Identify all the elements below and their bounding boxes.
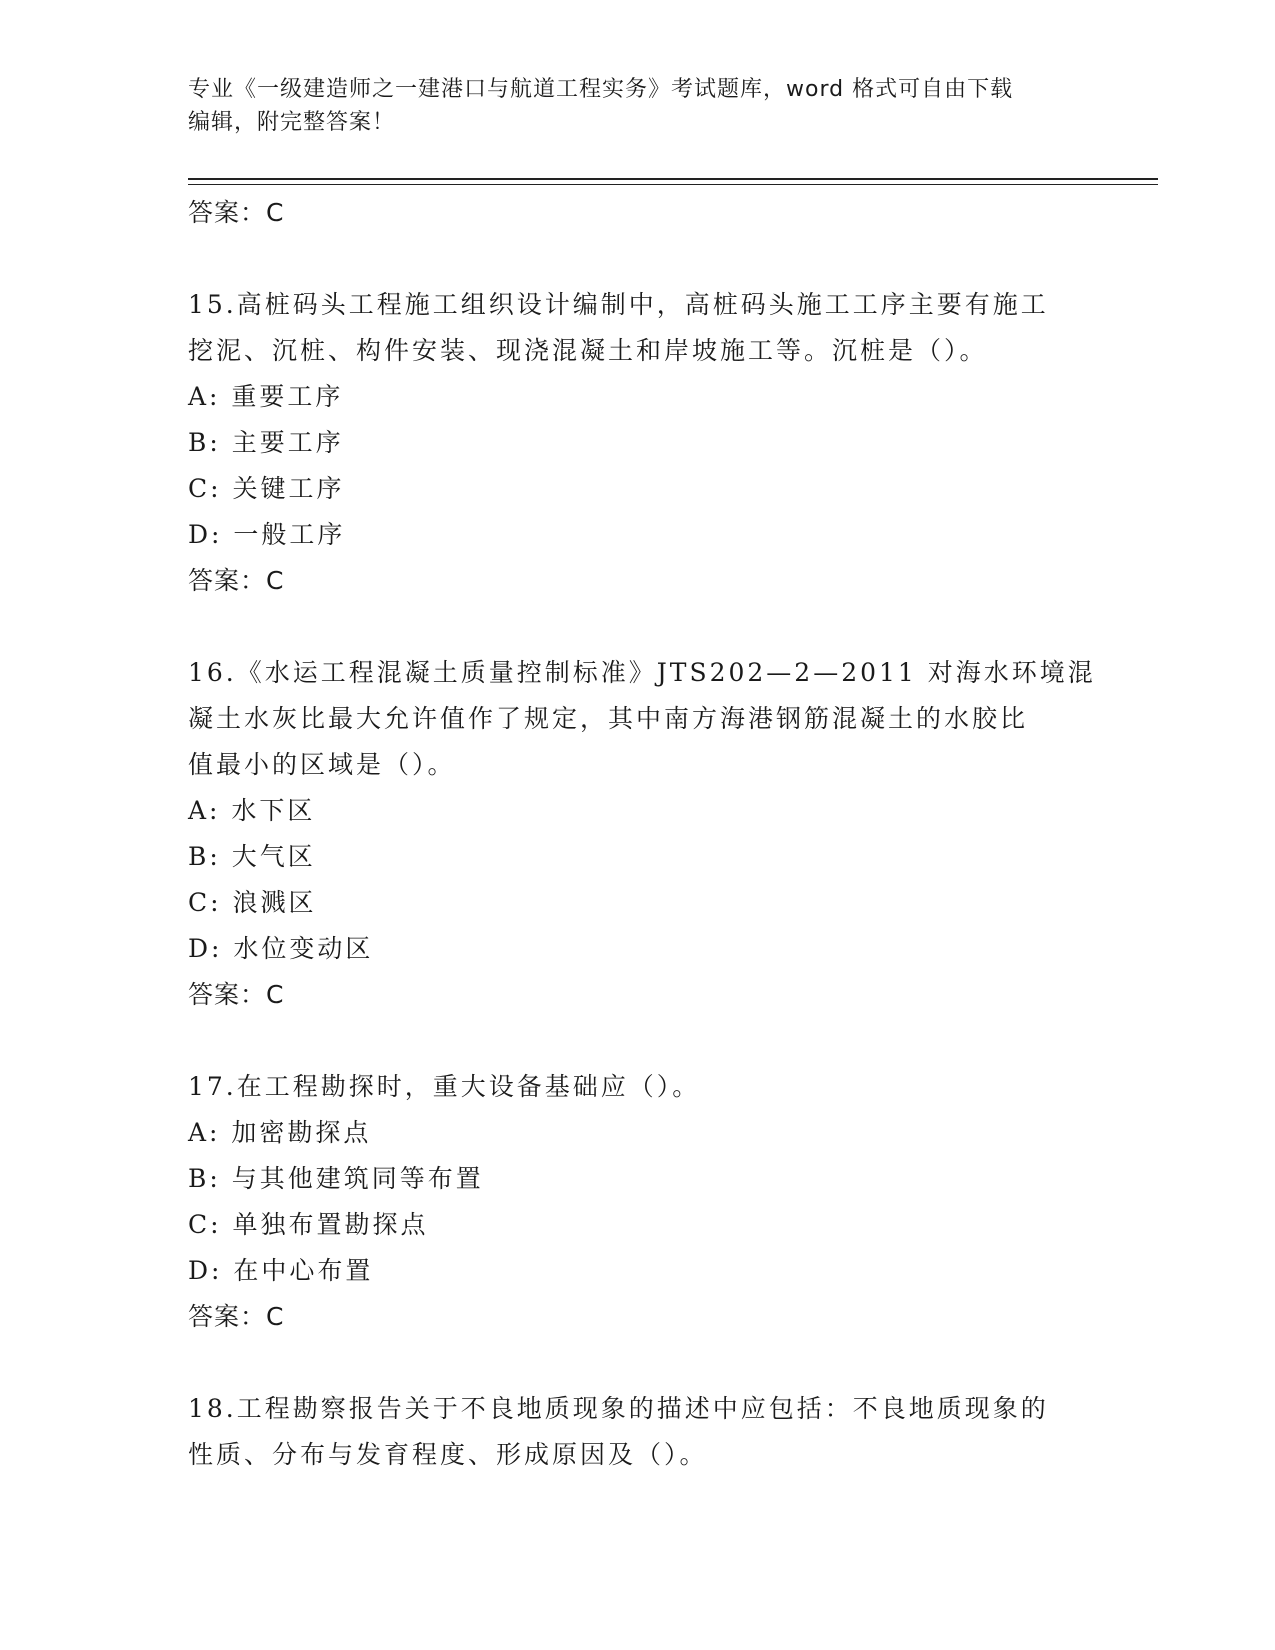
question-text: 挖泥、沉桩、构件安装、现浇混凝土和岸坡施工等。沉桩是（）。 xyxy=(188,336,988,365)
question-text: 16.《水运工程混凝土质量控制标准》JTS202—2—2011 对海水环境混 xyxy=(188,658,1096,687)
spacer xyxy=(188,1340,1088,1386)
header-rule-thick xyxy=(188,178,1158,180)
option-d: D: 一般工序 xyxy=(188,520,346,549)
question-18 xyxy=(188,1386,1088,1478)
question-15 xyxy=(188,282,1088,604)
answer-line: 答案：C xyxy=(188,980,285,1009)
question-16 xyxy=(188,650,1096,1018)
header-line-2: 编辑，附完整答案！ xyxy=(188,110,396,135)
option-c: C: 单独布置勘探点 xyxy=(188,1210,429,1239)
spacer xyxy=(188,604,1088,650)
answer-line: 答案：C xyxy=(188,1302,285,1331)
option-a: A: 水下区 xyxy=(188,796,316,825)
document-body xyxy=(188,190,1096,1478)
question-text: 值最小的区域是（）。 xyxy=(188,750,456,779)
question-text: 15.高桩码头工程施工组织设计编制中，高桩码头施工工序主要有施工 xyxy=(188,290,1049,319)
option-b: B: 与其他建筑同等布置 xyxy=(188,1164,484,1193)
question-text: 凝土水灰比最大允许值作了规定，其中南方海港钢筋混凝土的水胶比 xyxy=(188,704,1029,733)
answer-line: 答案：C xyxy=(188,566,285,595)
option-b: B: 大气区 xyxy=(188,842,316,871)
option-c: C: 关键工序 xyxy=(188,474,345,503)
answer-line: 答案：C xyxy=(188,198,285,227)
document-header xyxy=(188,73,1088,139)
option-c: C: 浪溅区 xyxy=(188,888,317,917)
header-rule-thin xyxy=(188,184,1158,185)
question-text: 性质、分布与发育程度、形成原因及（）。 xyxy=(188,1440,708,1469)
question-17 xyxy=(188,1064,1088,1340)
option-a: A: 加密勘探点 xyxy=(188,1118,372,1147)
spacer xyxy=(188,1018,1088,1064)
option-b: B: 主要工序 xyxy=(188,428,344,457)
option-a: A: 重要工序 xyxy=(188,382,344,411)
option-d: D: 在中心布置 xyxy=(188,1256,374,1285)
question-text: 18.工程勘察报告关于不良地质现象的描述中应包括：不良地质现象的 xyxy=(188,1394,1049,1423)
option-d: D: 水位变动区 xyxy=(188,934,374,963)
spacer xyxy=(188,236,1088,282)
header-line-1: 专业《一级建造师之一建港口与航道工程实务》考试题库，word 格式可自由下载 xyxy=(188,77,1014,102)
question-text: 17.在工程勘探时，重大设备基础应（）。 xyxy=(188,1072,701,1101)
